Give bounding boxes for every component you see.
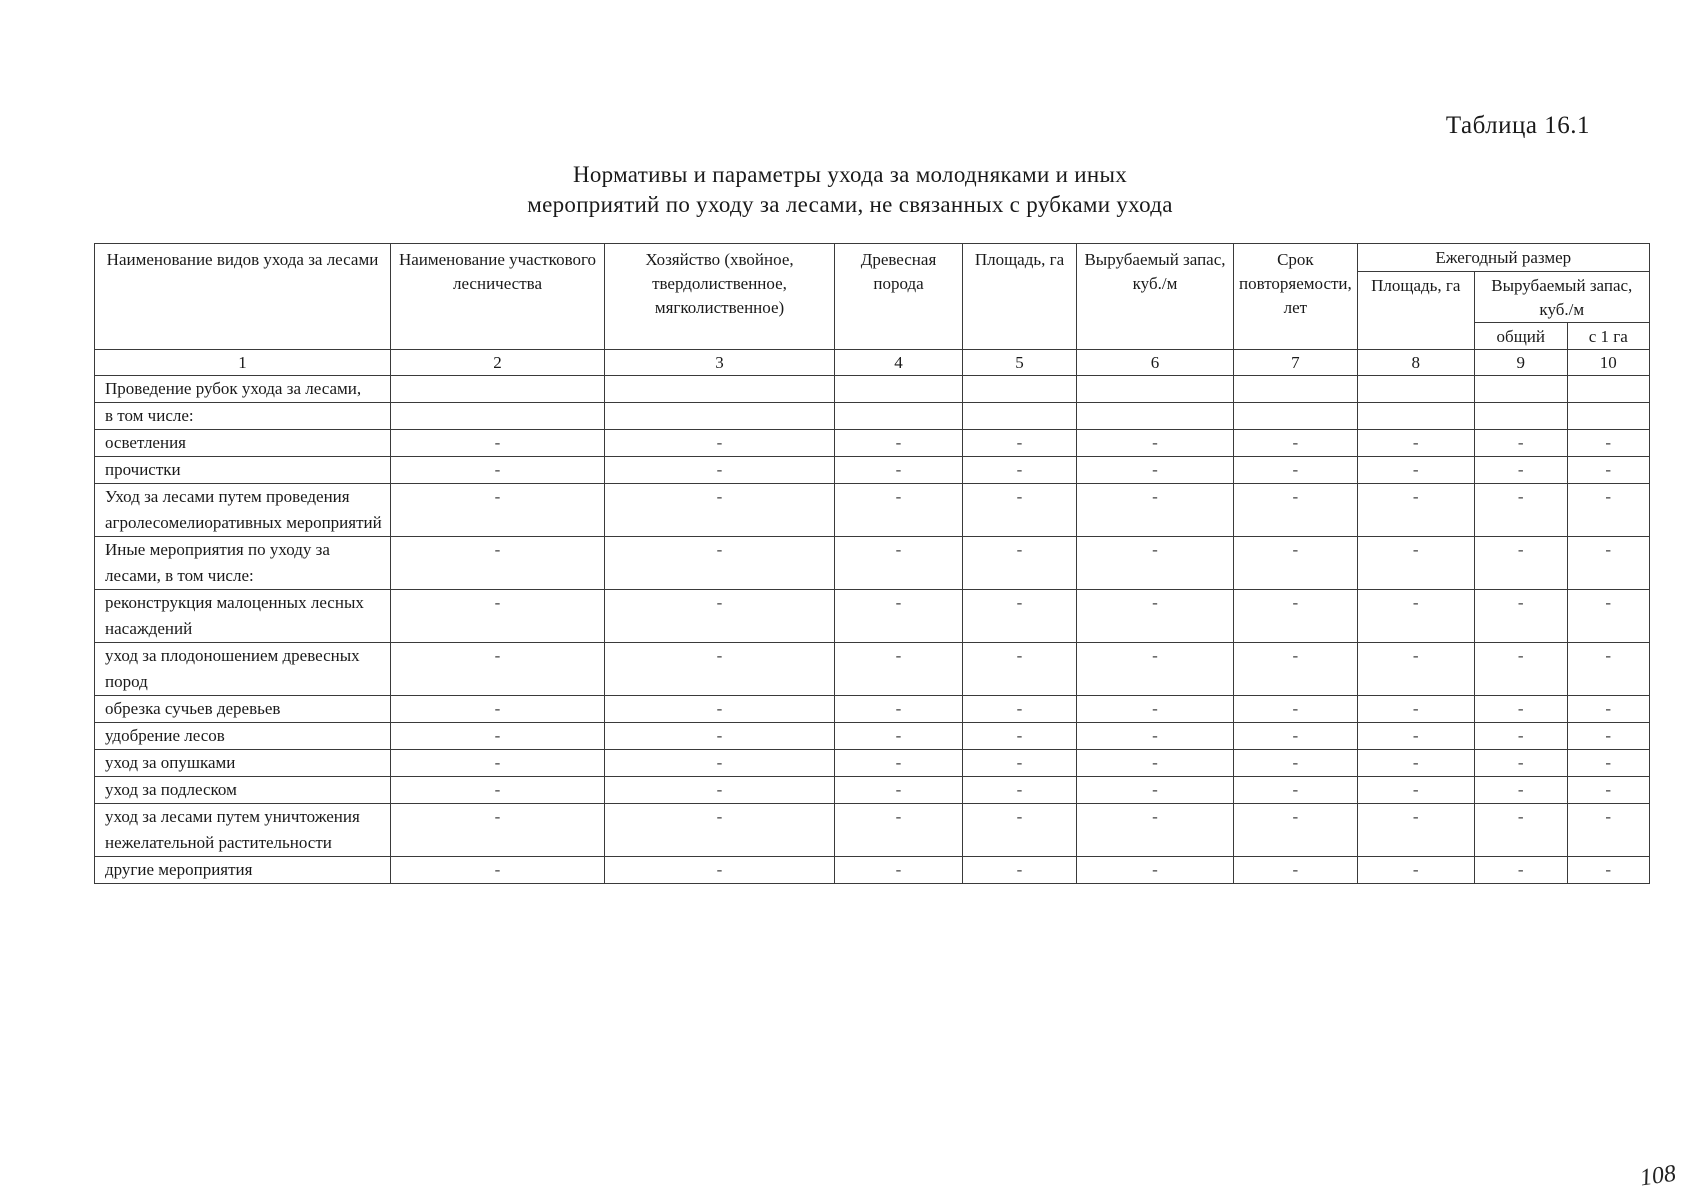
table-row: [95, 643, 1650, 696]
table-row: [95, 403, 1650, 430]
table-cell: -: [1077, 484, 1234, 537]
table-cell: -: [1234, 723, 1358, 750]
table-cell: -: [1077, 723, 1234, 750]
table-cell: [1077, 376, 1234, 403]
table-cell: -: [391, 804, 605, 857]
table-cell: -: [963, 643, 1077, 696]
table-cell: -: [835, 696, 963, 723]
table-cell: -: [835, 430, 963, 457]
table-cell: -: [1077, 777, 1234, 804]
table-cell: -: [1567, 643, 1649, 696]
table-cell: -: [835, 777, 963, 804]
table-row: [95, 457, 1650, 484]
table-cell: [1077, 403, 1234, 430]
table-cell: -: [1567, 537, 1649, 590]
column-number: 1: [95, 350, 391, 376]
table-cell: -: [1357, 696, 1474, 723]
table-cell: -: [1234, 537, 1358, 590]
table-cell: -: [1567, 750, 1649, 777]
care-type-name: реконструкция малоценных лесных насаждений: [95, 590, 391, 643]
table-cell: -: [1234, 804, 1358, 857]
table-cell: -: [391, 643, 605, 696]
column-numbers-row: [95, 350, 1650, 376]
table-cell: -: [1234, 643, 1358, 696]
column-number: 7: [1234, 350, 1358, 376]
table-cell: -: [1357, 590, 1474, 643]
table-cell: -: [835, 537, 963, 590]
table-cell: -: [1474, 777, 1567, 804]
table-cell: -: [605, 430, 835, 457]
column-number: 3: [605, 350, 835, 376]
table-row: [95, 484, 1650, 537]
table-cell: -: [835, 643, 963, 696]
table-cell: [1357, 376, 1474, 403]
table-cell: -: [605, 590, 835, 643]
table-cell: -: [1357, 457, 1474, 484]
table-cell: -: [1567, 430, 1649, 457]
table-cell: -: [835, 457, 963, 484]
table-cell: -: [605, 750, 835, 777]
table-row: [95, 590, 1650, 643]
header-volume-per-ha: с 1 га: [1567, 323, 1649, 350]
table-cell: -: [1474, 750, 1567, 777]
table-cell: -: [1357, 777, 1474, 804]
table-cell: -: [963, 484, 1077, 537]
table-cell: -: [1474, 643, 1567, 696]
care-type-name: уход за плодоношением древесных пород: [95, 643, 391, 696]
table-cell: -: [1077, 430, 1234, 457]
care-type-name: в том числе:: [95, 403, 391, 430]
table-row: [95, 430, 1650, 457]
table-cell: -: [835, 484, 963, 537]
care-type-name: Иные мероприятия по уходу за лесами, в том числе:: [95, 537, 391, 590]
table-cell: -: [1357, 537, 1474, 590]
table-cell: -: [1474, 457, 1567, 484]
table-cell: [1234, 403, 1358, 430]
table-cell: -: [1567, 723, 1649, 750]
table-cell: -: [835, 750, 963, 777]
table-cell: -: [1357, 430, 1474, 457]
table-row: [95, 804, 1650, 857]
table-cell: -: [1474, 857, 1567, 884]
page-number: 108: [1638, 1160, 1678, 1192]
table-cell: -: [1357, 723, 1474, 750]
table-cell: [1567, 403, 1649, 430]
table-number: Таблица 16.1: [1445, 112, 1590, 139]
table-cell: [835, 403, 963, 430]
care-type-name: уход за подлеском: [95, 777, 391, 804]
table-cell: -: [1077, 590, 1234, 643]
table-cell: -: [963, 590, 1077, 643]
table-cell: [963, 376, 1077, 403]
table-cell: -: [963, 750, 1077, 777]
table-cell: -: [605, 857, 835, 884]
table-cell: -: [1357, 804, 1474, 857]
table-cell: -: [1567, 457, 1649, 484]
table-cell: -: [1567, 804, 1649, 857]
care-type-name: другие мероприятия: [95, 857, 391, 884]
table-cell: -: [1234, 430, 1358, 457]
care-type-name: осветления: [95, 430, 391, 457]
table-cell: -: [963, 857, 1077, 884]
table-cell: -: [1567, 696, 1649, 723]
care-type-name: обрезка сучьев деревьев: [95, 696, 391, 723]
table-cell: -: [391, 723, 605, 750]
header-forestry-district: Наименование участкового лесничества: [391, 244, 605, 350]
table-cell: -: [1357, 857, 1474, 884]
table-cell: -: [1357, 484, 1474, 537]
table-cell: -: [1077, 696, 1234, 723]
table-cell: -: [605, 723, 835, 750]
table-cell: -: [835, 804, 963, 857]
table-cell: -: [1077, 750, 1234, 777]
table-cell: -: [963, 723, 1077, 750]
table-cell: [1474, 403, 1567, 430]
table-row: [95, 857, 1650, 884]
table-cell: [605, 376, 835, 403]
table-cell: -: [1567, 777, 1649, 804]
table-cell: [1357, 403, 1474, 430]
table-cell: -: [1077, 857, 1234, 884]
table-row: [95, 696, 1650, 723]
table-row: [95, 777, 1650, 804]
table-cell: -: [1474, 537, 1567, 590]
header-volume-total: общий: [1474, 323, 1567, 350]
table-row: [95, 537, 1650, 590]
table-row: [95, 723, 1650, 750]
header-tree-species: Древесная порода: [835, 244, 963, 350]
header-farm-type: Хозяйство (хвойное, твердолиственное, мягколиственное): [605, 244, 835, 350]
table-cell: -: [391, 750, 605, 777]
table-cell: -: [605, 643, 835, 696]
table-cell: -: [391, 457, 605, 484]
table-cell: -: [1234, 457, 1358, 484]
table-cell: [605, 403, 835, 430]
header-annual-volume: Вырубаемый запас, куб./м: [1474, 272, 1649, 323]
table-cell: -: [391, 777, 605, 804]
table-cell: -: [1474, 696, 1567, 723]
title-line-1: Нормативы и параметры ухода за молодняками и иных: [572, 162, 1128, 187]
table-cell: [391, 376, 605, 403]
column-number: 6: [1077, 350, 1234, 376]
care-type-name: Проведение рубок ухода за лесами,: [95, 376, 391, 403]
table-cell: -: [1077, 804, 1234, 857]
care-type-name: удобрение лесов: [95, 723, 391, 750]
table-cell: -: [605, 537, 835, 590]
table-row: [95, 376, 1650, 403]
table-cell: -: [391, 590, 605, 643]
column-number: 8: [1357, 350, 1474, 376]
header-cut-volume: Вырубаемый запас, куб./м: [1077, 244, 1234, 350]
table-cell: -: [1474, 804, 1567, 857]
table-cell: -: [1234, 777, 1358, 804]
table-cell: -: [835, 723, 963, 750]
table-cell: [1567, 376, 1649, 403]
care-type-name: уход за лесами путем уничтожения нежелательной растительности: [95, 804, 391, 857]
table-cell: -: [605, 777, 835, 804]
table-cell: -: [1567, 590, 1649, 643]
table-cell: -: [1077, 537, 1234, 590]
column-number: 10: [1567, 350, 1649, 376]
header-annual-area: Площадь, га: [1357, 272, 1474, 350]
table-cell: -: [391, 537, 605, 590]
table-cell: -: [1234, 750, 1358, 777]
table-cell: -: [963, 804, 1077, 857]
header-annual-size: Ежегодный размер: [1357, 244, 1649, 272]
document-title: [440, 160, 1260, 220]
table-cell: [391, 403, 605, 430]
table-cell: -: [1234, 484, 1358, 537]
table-cell: -: [1234, 696, 1358, 723]
table-cell: -: [1474, 590, 1567, 643]
column-number: 5: [963, 350, 1077, 376]
table-cell: -: [1474, 484, 1567, 537]
table-body: [95, 350, 1650, 884]
header-care-type: Наименование видов ухода за лесами: [95, 244, 391, 350]
table-cell: -: [963, 430, 1077, 457]
table-cell: -: [605, 484, 835, 537]
table-cell: -: [963, 696, 1077, 723]
table-cell: -: [835, 857, 963, 884]
table-cell: -: [391, 484, 605, 537]
table-row: [95, 750, 1650, 777]
table-cell: [963, 403, 1077, 430]
care-type-name: прочистки: [95, 457, 391, 484]
table-cell: -: [391, 857, 605, 884]
column-number: 9: [1474, 350, 1567, 376]
table-cell: -: [391, 430, 605, 457]
table-cell: -: [835, 590, 963, 643]
title-line-2: мероприятий по уходу за лесами, не связанных с рубками ухода: [527, 192, 1173, 217]
header-area: Площадь, га: [963, 244, 1077, 350]
care-type-name: Уход за лесами путем проведения агролесомелиоративных мероприятий: [95, 484, 391, 537]
table-cell: -: [605, 696, 835, 723]
table-cell: -: [1077, 457, 1234, 484]
table-cell: -: [605, 457, 835, 484]
table-cell: -: [1234, 590, 1358, 643]
table-cell: -: [1567, 484, 1649, 537]
table-cell: -: [1077, 643, 1234, 696]
column-number: 2: [391, 350, 605, 376]
table-cell: -: [963, 777, 1077, 804]
table-cell: -: [391, 696, 605, 723]
table-cell: -: [963, 537, 1077, 590]
table-cell: [1474, 376, 1567, 403]
table-cell: -: [1357, 643, 1474, 696]
table-cell: -: [1567, 857, 1649, 884]
table-cell: [1234, 376, 1358, 403]
table-cell: [835, 376, 963, 403]
table-cell: -: [963, 457, 1077, 484]
column-number: 4: [835, 350, 963, 376]
table-cell: -: [605, 804, 835, 857]
table-cell: -: [1474, 430, 1567, 457]
table-cell: -: [1234, 857, 1358, 884]
care-type-name: уход за опушками: [95, 750, 391, 777]
table-cell: -: [1357, 750, 1474, 777]
table-cell: -: [1474, 723, 1567, 750]
header-recurrence-period: Срок повторяемости, лет: [1234, 244, 1358, 350]
forest-care-norms-table: [94, 243, 1650, 884]
